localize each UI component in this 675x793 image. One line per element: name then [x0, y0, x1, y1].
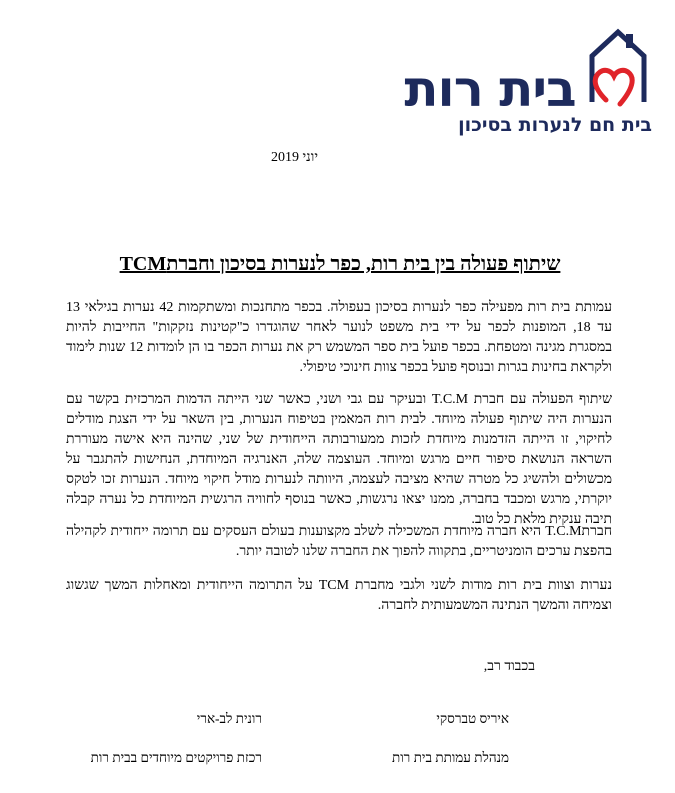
paragraph-3: חברתT.C.M היא חברה מיוחדת המשכילה לשלב מקצוענות בעולם העסקים עם תרומה ייחודית לקהילה בהפצת ערכים הומניטריים, בתקווה להפוך את החברה שלנו לטובה יותר.	[66, 524, 612, 559]
signatory-1-name: איריס טברסקי	[436, 711, 509, 726]
logo-tagline: בית חם לנערות בסיכון	[458, 114, 652, 136]
signatory-1-role: מנהלת עמותת בית רות	[392, 750, 509, 765]
letter-date: יוני 2019	[271, 150, 318, 165]
paragraph-1: עמותת בית רות מפעילה כפר לנערות בסיכון בעפולה. בכפר מתחנכות ומשתקמות 42 נערות בגילאי 13 עד 18, המופנות לכפר על ידי בית משפט לנוער לאחר שהוגדרו כ"קטינות נזקקות" החייבות להיות במסגרת מגינה ומטפחת. בכפר פועל בית ספר המשמש רק את נערות הכפר בו הן לומדות 12 שנות לימוד ולקראת בחינות בגרות ובנוסף פועל בכפר צוות חינוכי טיפולי.	[66, 300, 613, 375]
logo	[392, 20, 662, 140]
paragraph-2: שיתוף הפעולה עם חברת T.C.M ובעיקר עם גבי ושני, כאשר שני הייתה הדמות המרכזית בקשר עם הנערות היה שיתוף פעולה מיוחד. לבית רות המאמין בטיפוח הנערות, בין השאר על ידי הצגת מודלים לחיקוי, זו הייתה הזדמנות מיוחדת לזכות ממעורבותה הייחודית של שני, שהינה היא אישה מעוררת השראה הנושאת סיפור חיים מרגש ומיוחד. העוצמה שלה, האנרגיה המיוחדת, הנחישות להתגבר על מכשולים ולהשיג כל מטרה שהיא מציבה לעצמה, היוותה לנערות מודל חיקוי מיוחד. הנערות זכו לטקס יוקרתי, מרגש ומכבד בחברה, ממנו יצאו נרגשות, כאשר בנוסף לחוויה הרגשית המיוחדת כל נערה קבלה תיבה ענקית מלאת כל טוב.	[66, 392, 612, 527]
paragraph-4: נערות וצוות בית רות מודות לשני ולגבי מחברת TCM על התרומה הייחודית ומאחלות המשך שגשוג וצמיחה והמשך הנתינה המשמעותית לחברה.	[66, 578, 612, 613]
letter-title: שיתוף פעולה בין בית רות, כפר לנערות בסיכון וחברתTCM	[119, 253, 561, 275]
house-heart-icon	[586, 26, 650, 110]
signatory-2-role: רכזת פרויקטים מיוחדים בבית רות	[90, 750, 262, 765]
signatory-2-name: רונית לב-ארי	[196, 711, 262, 726]
logo-text: בית רות	[404, 60, 576, 118]
closing: בכבוד רב,	[483, 659, 535, 674]
